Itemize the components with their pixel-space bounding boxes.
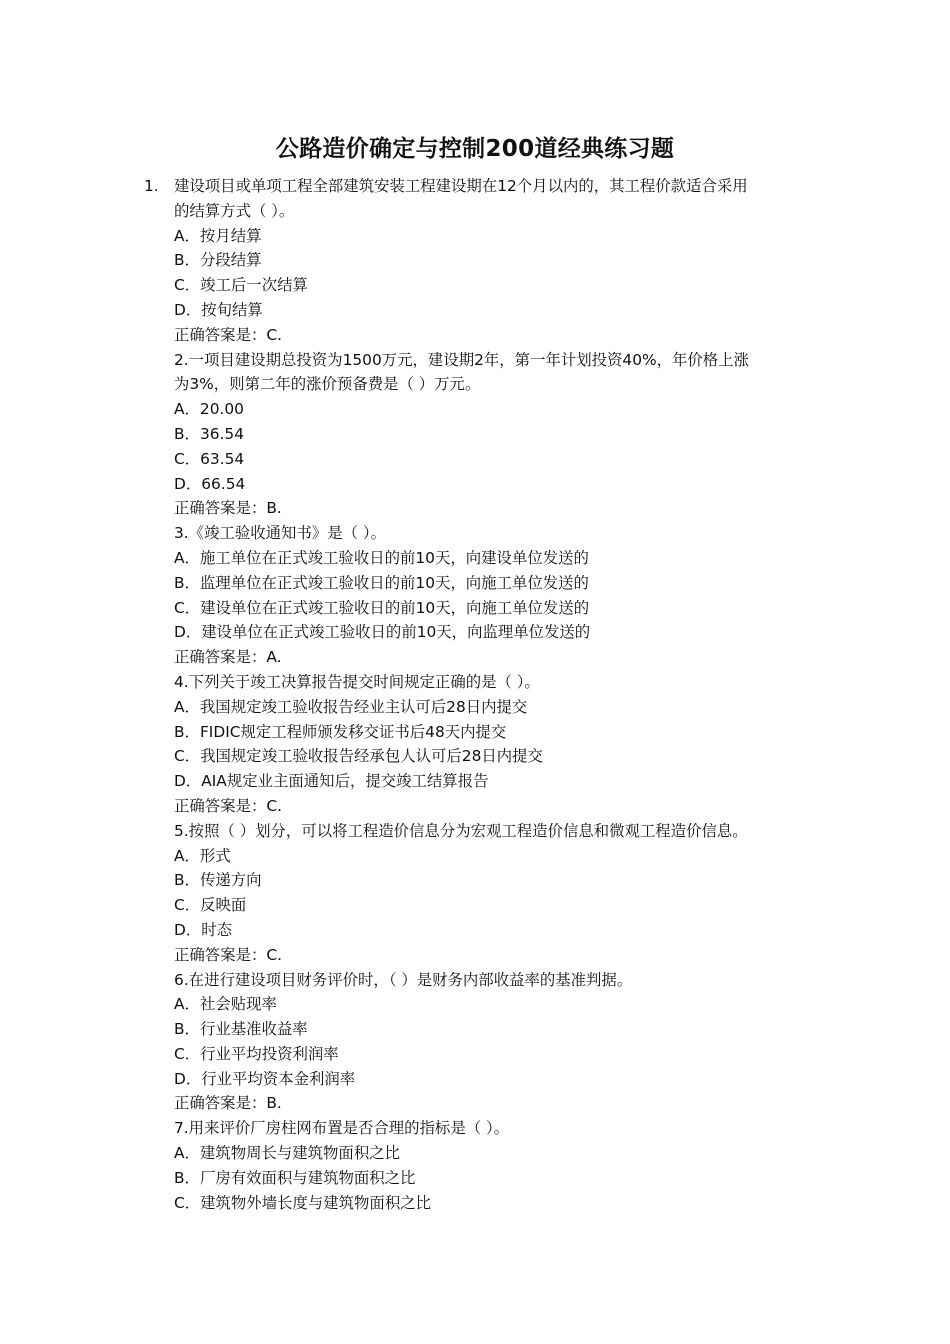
option-c: C．行业平均投资利润率 [174, 1044, 339, 1063]
option-d: D．按旬结算 [174, 300, 263, 319]
question-stem: 7.用来评价厂房柱网布置是否合理的指标是（ ）。 [174, 1119, 510, 1138]
option-c: C．反映面 [174, 896, 247, 915]
option-c: C．建设单位在正式竣工验收日的前10天，向施工单位发送的 [174, 598, 590, 617]
option-c: C．我国规定竣工验收报告经承包人认可后28日内提交 [174, 747, 543, 766]
option-d: D．建设单位在正式竣工验收日的前10天，向监理单位发送的 [174, 623, 591, 642]
question-stem: 4.下列关于竣工决算报告提交时间规定正确的是（ ）。 [174, 672, 540, 691]
option-a: A．按月结算 [174, 226, 262, 245]
answer-line: 正确答案是：C. [174, 796, 282, 815]
answer-line: 正确答案是：C. [174, 325, 282, 344]
question-stem: 5.按照（ ）划分，可以将工程造价信息分为宏观工程造价信息和微观工程造价信息。 [174, 821, 748, 840]
option-a: A．社会贴现率 [174, 995, 277, 1014]
option-a: A．建筑物周长与建筑物面积之比 [174, 1144, 400, 1163]
question-stem: 2.一项目建设期总投资为1500万元，建设期2年，第一年计划投资40%，年价格上涨 [174, 350, 749, 369]
option-b: B．监理单位在正式竣工验收日的前10天，向施工单位发送的 [174, 573, 589, 592]
option-d: D．66.54 [174, 474, 246, 493]
document-title: 公路造价确定与控制200道经典练习题 [275, 136, 675, 162]
option-c: C．63.54 [174, 449, 245, 468]
question-stem: 1. 建设项目或单项工程全部建筑安装工程建设期在12个月以内的，其工程价款适合采用 [174, 174, 814, 199]
answer-line: 正确答案是：A. [174, 648, 282, 667]
option-c: C．建筑物外墙长度与建筑物面积之比 [174, 1193, 431, 1212]
question-stem: 为3%，则第二年的涨价预备费是（ ）万元。 [174, 375, 481, 394]
option-a: A．施工单位在正式竣工验收日的前10天，向建设单位发送的 [174, 548, 589, 567]
option-d: D．行业平均资本金利润率 [174, 1069, 356, 1088]
question-stem: 3.《竣工验收通知书》是（ ）。 [174, 524, 386, 543]
option-a: A．我国规定竣工验收报告经业主认可后28日内提交 [174, 697, 528, 716]
option-c: C．竣工后一次结算 [174, 276, 308, 295]
option-b: B．36.54 [174, 424, 245, 443]
option-b: B．传递方向 [174, 871, 262, 890]
option-b: B．分段结算 [174, 251, 262, 270]
option-b: B．FIDIC规定工程师颁发移交证书后48天内提交 [174, 722, 507, 741]
answer-line: 正确答案是：B. [174, 1094, 282, 1113]
option-d: D．AIA规定业主面通知后，提交竣工结算报告 [174, 772, 489, 791]
option-a: A．20.00 [174, 400, 244, 419]
answer-line: 正确答案是：B. [174, 499, 282, 518]
option-b: B．厂房有效面积与建筑物面积之比 [174, 1168, 416, 1187]
question-stem: 的结算方式（ ）。 [174, 201, 295, 220]
question-number: 1. [144, 177, 159, 195]
question-stem: 6.在进行建设项目财务评价时，（ ）是财务内部收益率的基准判据。 [174, 970, 633, 989]
option-a: A．形式 [174, 846, 231, 865]
answer-line: 正确答案是：C. [174, 945, 282, 964]
question-list [144, 174, 814, 1215]
option-d: D．时态 [174, 920, 233, 939]
option-b: B．行业基准收益率 [174, 1020, 308, 1039]
